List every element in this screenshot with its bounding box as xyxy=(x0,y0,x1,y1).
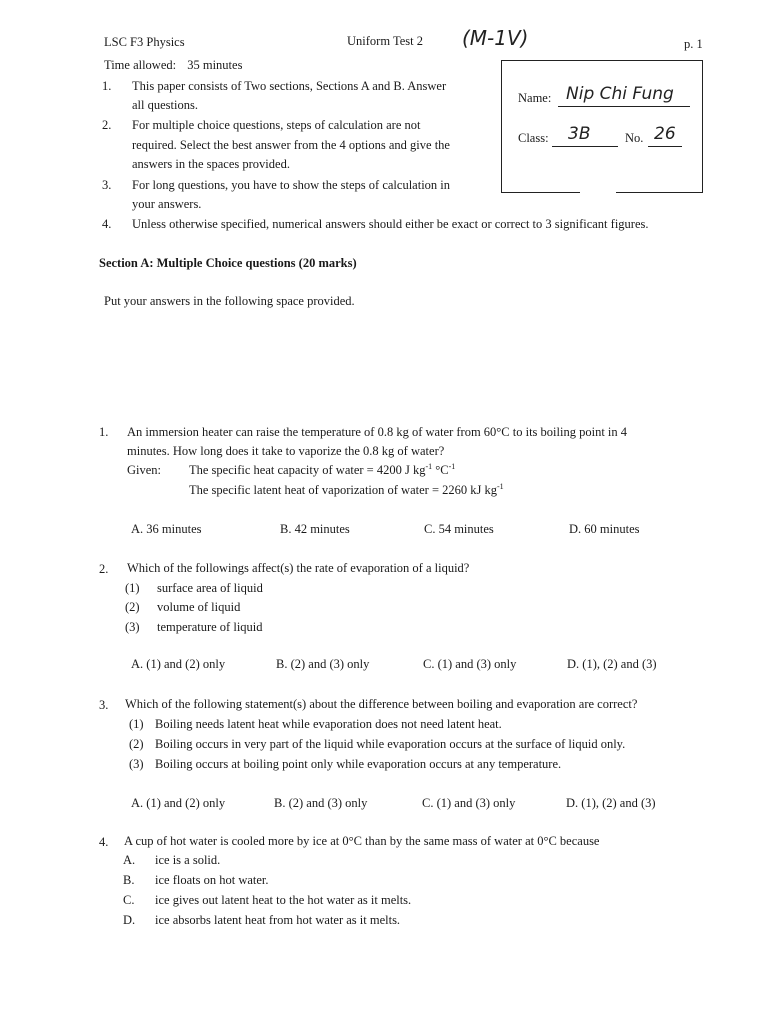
choice-letter: B. xyxy=(123,873,135,887)
choice-text: ice is a solid. xyxy=(155,853,221,867)
given-latent-heat xyxy=(189,482,504,498)
question-number: 1. xyxy=(99,425,109,439)
option-c: C. (1) and (3) only xyxy=(423,657,517,671)
question-stem-line: An immersion heater can raise the temperature of 0.8 kg of water from 60°C to its boiling point in 4 xyxy=(127,425,628,439)
question-stem: Which of the following statement(s) about the difference between boiling and evaporation are correct? xyxy=(125,697,638,711)
box-gap xyxy=(580,186,616,194)
given-text: The specific heat capacity of water = 4200 J kg xyxy=(189,463,426,478)
question-stem: A cup of hot water is cooled more by ice at 0°C than by the same mass of water at 0°C because xyxy=(124,834,600,848)
statement-number: (2) xyxy=(125,600,140,614)
question-stem: Which of the followings affect(s) the rate of evaporation of a liquid? xyxy=(127,561,470,575)
student-class[interactable]: 3B xyxy=(568,124,591,144)
statement-number: (2) xyxy=(129,737,144,751)
option-b: B. (2) and (3) only xyxy=(274,796,368,810)
course-title: LSC F3 Physics xyxy=(104,35,185,49)
given-text: The specific latent heat of vaporization of water = 2260 kJ kg xyxy=(189,483,497,498)
page-number: p. 1 xyxy=(684,37,703,51)
number-underline xyxy=(648,146,682,147)
option-a: A. 36 minutes xyxy=(131,522,202,536)
instruction-line: For long questions, you have to show the steps of calculation in xyxy=(132,178,451,192)
option-d: D. (1), (2) and (3) xyxy=(566,796,656,810)
choice-letter: D. xyxy=(123,913,136,927)
statement-text: volume of liquid xyxy=(157,600,241,614)
option-b: B. 42 minutes xyxy=(280,522,350,536)
instruction-line: your answers. xyxy=(132,197,202,211)
instruction-number: 4. xyxy=(102,217,112,231)
handwritten-mark: (M-1V) xyxy=(462,26,529,50)
option-c: C. (1) and (3) only xyxy=(422,796,516,810)
instruction-number: 3. xyxy=(102,178,112,192)
name-label: Name: xyxy=(518,91,552,105)
given-superscript: -1 xyxy=(448,462,456,471)
student-name[interactable]: Nip Chi Fung xyxy=(566,84,674,104)
instruction-line: answers in the spaces provided. xyxy=(132,157,290,171)
given-superscript: -1 xyxy=(496,482,504,491)
choice-letter: C. xyxy=(123,893,135,907)
given-heat-capacity xyxy=(189,462,455,478)
section-a-instruction: Put your answers in the following space provided. xyxy=(104,294,355,308)
choice-text: ice absorbs latent heat from hot water as it melts. xyxy=(155,913,401,927)
instruction-number: 1. xyxy=(102,79,112,93)
choice-letter: A. xyxy=(123,853,136,867)
instruction-line: required. Select the best answer from the 4 options and give the xyxy=(132,138,450,152)
section-a-title: Section A: Multiple Choice questions (20 marks) xyxy=(99,256,357,270)
statement-text: surface area of liquid xyxy=(157,581,263,595)
statement-number: (3) xyxy=(129,757,144,771)
instruction-line: Unless otherwise specified, numerical answers should either be exact or correct to 3 significant figures. xyxy=(132,217,649,231)
student-number[interactable]: 26 xyxy=(654,124,676,144)
question-number: 2. xyxy=(99,562,109,576)
statement-number: (3) xyxy=(125,620,140,634)
option-d: D. (1), (2) and (3) xyxy=(567,657,657,671)
instruction-number: 2. xyxy=(102,118,112,132)
time-allowed-value: 35 minutes xyxy=(187,58,243,72)
option-b: B. (2) and (3) only xyxy=(276,657,370,671)
statement-number: (1) xyxy=(125,581,140,595)
test-name: Uniform Test 2 xyxy=(347,34,423,48)
statement-text: Boiling needs latent heat while evaporation does not need latent heat. xyxy=(155,717,502,731)
class-label: Class: xyxy=(518,131,549,145)
question-number: 3. xyxy=(99,698,109,712)
class-underline xyxy=(552,146,618,147)
choice-text: ice floats on hot water. xyxy=(155,873,269,887)
statement-text: temperature of liquid xyxy=(157,620,263,634)
question-number: 4. xyxy=(99,835,109,849)
question-stem-line: minutes. How long does it take to vaporize the 0.8 kg of water? xyxy=(127,444,445,458)
number-label: No. xyxy=(625,131,644,145)
option-d: D. 60 minutes xyxy=(569,522,640,536)
instruction-line: This paper consists of Two sections, Sections A and B. Answer xyxy=(132,79,447,93)
statement-number: (1) xyxy=(129,717,144,731)
option-c: C. 54 minutes xyxy=(424,522,494,536)
instruction-line: For multiple choice questions, steps of calculation are not xyxy=(132,118,421,132)
given-unit: °C xyxy=(432,463,449,478)
option-a: A. (1) and (2) only xyxy=(131,657,226,671)
time-allowed xyxy=(104,58,242,73)
instruction-line: all questions. xyxy=(132,98,198,112)
given-superscript: -1 xyxy=(425,462,433,471)
statement-text: Boiling occurs in very part of the liquid while evaporation occurs at the surface of liquid only. xyxy=(155,737,626,751)
time-allowed-label: Time allowed: xyxy=(104,58,177,72)
choice-text: ice gives out latent heat to the hot water as it melts. xyxy=(155,893,412,907)
given-label: Given: xyxy=(127,463,162,477)
option-a: A. (1) and (2) only xyxy=(131,796,226,810)
statement-text: Boiling occurs at boiling point only while evaporation occurs at any temperature. xyxy=(155,757,562,771)
name-underline xyxy=(558,106,690,107)
